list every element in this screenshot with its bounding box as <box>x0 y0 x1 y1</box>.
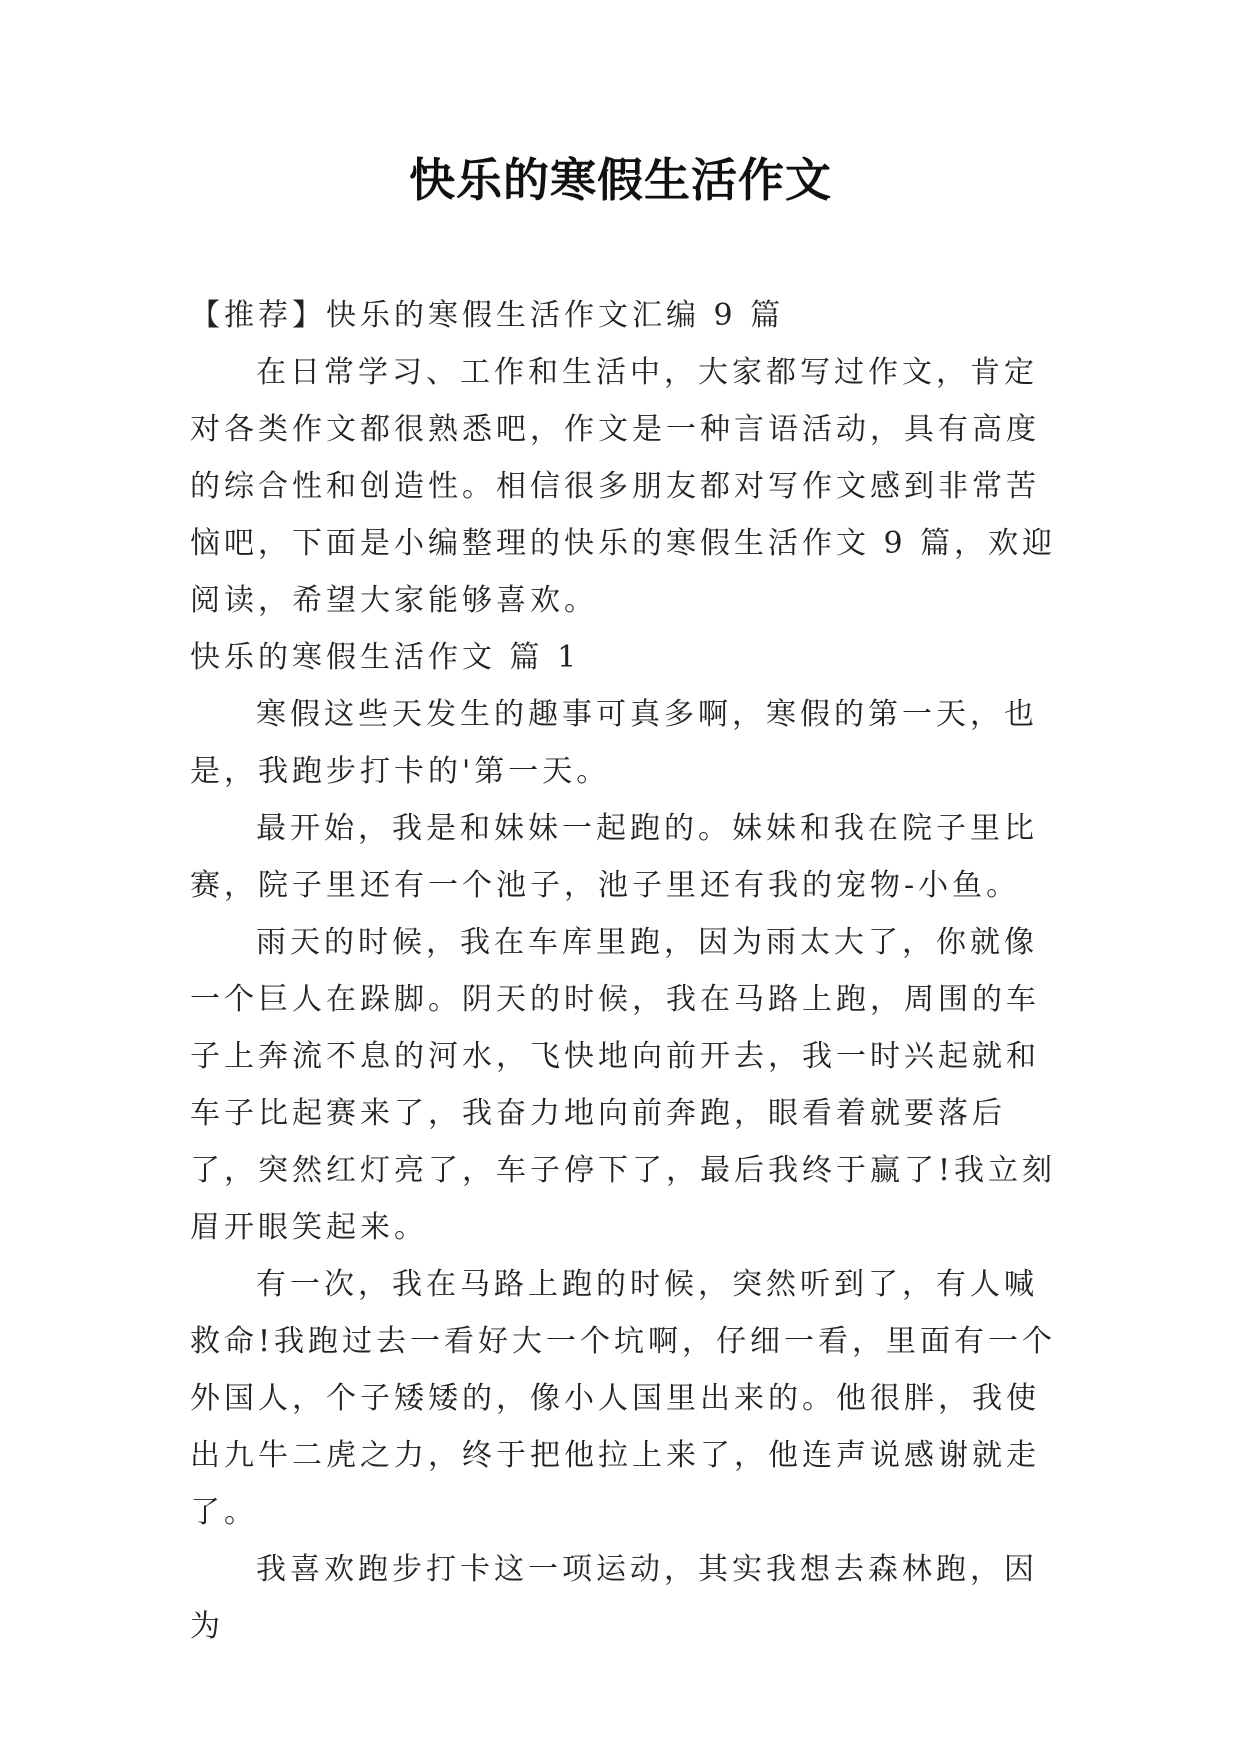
body-paragraph: 寒假这些天发生的趣事可真多啊，寒假的第一天，也是，我跑步打卡的'第一天。 <box>190 697 1038 789</box>
body-paragraph: 最开始，我是和妹妹一起跑的。妹妹和我在院子里比赛，院子里还有一个池子，池子里还有我的宠物-小鱼。 <box>190 811 1038 903</box>
intro-paragraph: 在日常学习、工作和生活中，大家都写过作文，肯定对各类作文都很熟悉吧，作文是一种言语活动，具有高度的综合性和创造性。相信很多朋友都对写作文感到非常苦恼吧，下面是小编整理的快乐的寒假生活作文 9 篇，欢迎阅读，希望大家能够喜欢。 <box>190 355 1057 618</box>
body-paragraph: 我喜欢跑步打卡这一项运动，其实我想去森林跑，因为 <box>190 1552 1038 1644</box>
body-paragraph: 有一次，我在马路上跑的时候，突然听到了，有人喊救命!我跑过去一看好大一个坑啊，仔细一看，里面有一个外国人，个子矮矮的，像小人国里出来的。他很胖，我使出九牛二虎之力，终于把他拉上来了，他连声说感谢就走了。 <box>190 1267 1057 1530</box>
section-heading: 快乐的寒假生活作文 篇 1 <box>190 640 581 675</box>
document-body <box>190 287 1070 1655</box>
body-paragraph: 雨天的时候，我在车库里跑，因为雨太大了，你就像一个巨人在跺脚。阴天的时候，我在马路上跑，周围的车子上奔流不息的河水，飞快地向前开去，我一时兴起就和车子比起赛来了，我奋力地向前奔跑，眼看着就要落后了，突然红灯亮了，车子停下了，最后我终于赢了!我立刻眉开眼笑起来。 <box>190 925 1057 1245</box>
recommend-line: 【推荐】快乐的寒假生活作文汇编 9 篇 <box>190 298 785 333</box>
document-title: 快乐的寒假生活作文 <box>409 153 832 207</box>
